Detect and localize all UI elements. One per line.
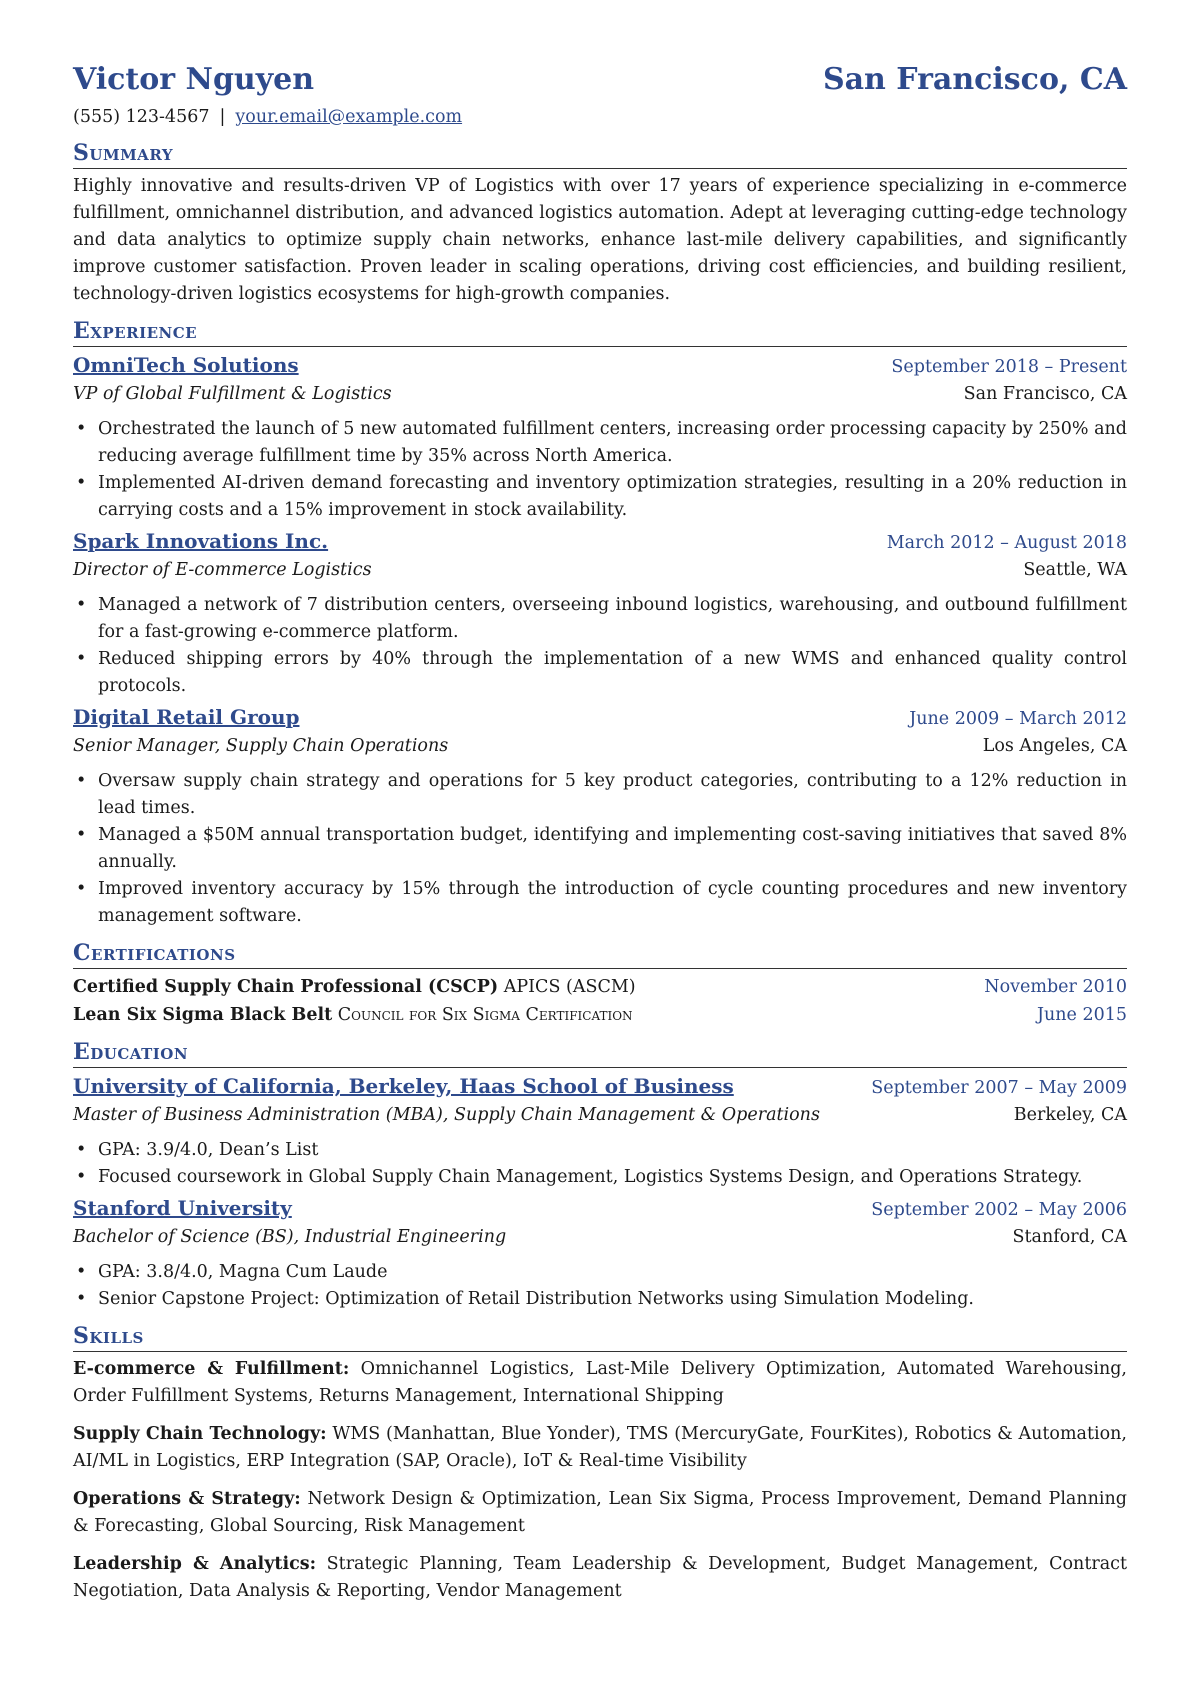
school-link[interactable]: University of California, Berkeley, Haas School of Business [73,1074,734,1098]
school-link[interactable]: Stanford University [73,1196,292,1220]
company-link[interactable]: Spark Innovations Inc. [73,529,329,553]
certification-date: June 2015 [1036,1005,1127,1025]
school-location: Berkeley, CA [1013,1105,1127,1125]
resume-header [73,58,1127,102]
certifications-heading: Certifications [73,938,1127,969]
contact-line [73,104,1127,130]
education-bullets [73,1137,1127,1191]
education-dates: September 2007 – May 2009 [871,1078,1127,1098]
skill-label: E-commerce & Fulfillment: [73,1359,350,1379]
contact-separator: | [219,107,226,127]
company-link[interactable]: OmniTech Solutions [73,353,299,377]
certification-row [73,973,1127,1001]
certification-date: November 2010 [984,977,1127,997]
education-dates: September 2002 – May 2006 [871,1200,1127,1220]
school-location: Stanford, CA [1012,1227,1127,1247]
education-entry [73,1194,1127,1313]
skill-group [73,1356,1127,1410]
certification-issuer: APICS (ASCM) [503,977,636,997]
job-role: Senior Manager, Supply Chain Operations [73,736,449,756]
job-location: Los Angeles, CA [982,736,1127,756]
skill-text: WMS (Manhattan, Blue Yonder), TMS (MercuryGate, FourKites), Robotics & Automation, AI/ML in Logistics, ERP Integration (SAP, Oracle), IoT & Real-time Visibility [73,1424,1127,1471]
bullet-item: • Orchestrated the launch of 5 new automated fulfillment centers, increasing order processing capacity by 250% and reducing average fulfillment time by 35% across North America. [98,416,1127,470]
certification-row [73,1001,1127,1029]
job-location: Seattle, WA [1023,560,1127,580]
skills-heading: Skills [73,1321,1127,1352]
bullet-item: • Implemented AI-driven demand forecasting and inventory optimization strategies, resulting in a 20% reduction in carrying costs and a 15% improvement in stock availability. [98,470,1127,524]
job-dates: September 2018 – Present [891,357,1127,377]
skill-label: Operations & Strategy: [73,1489,301,1509]
skill-group [73,1551,1127,1605]
degree: Bachelor of Science (BS), Industrial Engineering [73,1227,507,1247]
degree: Master of Business Administration (MBA), Supply Chain Management & Operations [73,1105,820,1125]
skill-text: Omnichannel Logistics, Last-Mile Delivery Optimization, Automated Warehousing, Order Fulfillment Systems, Returns Management, International Shipping [73,1359,1127,1406]
resume-page [73,58,1127,1616]
certification-name: Certified Supply Chain Professional (CSCP) [73,977,499,997]
job-dates: June 2009 – March 2012 [909,709,1127,729]
job-role: Director of E-commerce Logistics [73,560,372,580]
education-heading: Education [73,1037,1127,1068]
phone-number: (555) 123-4567 [73,107,210,127]
certification-issuer: Council for Six Sigma Certification [337,1005,633,1025]
summary-heading: Summary [73,138,1127,169]
education-entry [73,1072,1127,1191]
skill-label: Leadership & Analytics: [73,1554,317,1574]
bullet-item: • Focused coursework in Global Supply Chain Management, Logistics Systems Design, and Operations Strategy. [98,1164,1127,1191]
bullet-item: • Reduced shipping errors by 40% through the implementation of a new WMS and enhanced quality control protocols. [98,646,1127,700]
skill-text: Network Design & Optimization, Lean Six Sigma, Process Improvement, Demand Planning & Forecasting, Global Sourcing, Risk Management [73,1489,1127,1536]
experience-entry [73,703,1127,930]
experience-entry [73,351,1127,524]
job-bullets [73,416,1127,524]
bullet-item: • GPA: 3.9/4.0, Dean’s List [98,1137,1127,1164]
bullet-item: • Senior Capstone Project: Optimization of Retail Distribution Networks using Simulation Modeling. [98,1286,1127,1313]
job-role: VP of Global Fulfillment & Logistics [73,384,392,404]
email-link[interactable]: your.email@example.com [235,107,463,127]
bullet-item: • Oversaw supply chain strategy and operations for 5 key product categories, contributing to a 12% reduction in lead times. [98,768,1127,822]
education-bullets [73,1259,1127,1313]
bullet-item: • Managed a $50M annual transportation budget, identifying and implementing cost-saving initiatives that saved 8% annually. [98,822,1127,876]
skill-group [73,1421,1127,1475]
skill-label: Supply Chain Technology: [73,1424,327,1444]
job-bullets [73,592,1127,700]
skill-group [73,1486,1127,1540]
summary-text: Highly innovative and results-driven VP of Logistics with over 17 years of experience specializing in e-commerce fulfillment, omnichannel distribution, and advanced logistics automation. Adept at leveraging cutting-edge technology and data analytics to optimize supply chain networks, enhance last-mile delivery capabilities, and significantly improve customer satisfaction. Proven leader in scaling operations, driving cost efficiencies, and building resilient, technology-driven logistics ecosystems for high-growth companies. [73,176,1127,304]
certification-name: Lean Six Sigma Black Belt [73,1005,333,1025]
bullet-item: • Improved inventory accuracy by 15% through the introduction of cycle counting procedures and new inventory management software. [98,876,1127,930]
experience-heading: Experience [73,316,1127,347]
company-link[interactable]: Digital Retail Group [73,705,300,729]
experience-entry [73,527,1127,700]
candidate-location: San Francisco, CA [822,62,1127,97]
bullet-item: • Managed a network of 7 distribution centers, overseeing inbound logistics, warehousing, and outbound fulfillment for a fast-growing e-commerce platform. [98,592,1127,646]
job-bullets [73,768,1127,930]
skill-text: Strategic Planning, Team Leadership & Development, Budget Management, Contract Negotiation, Data Analysis & Reporting, Vendor Management [73,1554,1127,1601]
job-dates: March 2012 – August 2018 [886,533,1127,553]
job-location: San Francisco, CA [963,384,1127,404]
bullet-item: • GPA: 3.8/4.0, Magna Cum Laude [98,1259,1127,1286]
candidate-name: Victor Nguyen [73,62,315,97]
